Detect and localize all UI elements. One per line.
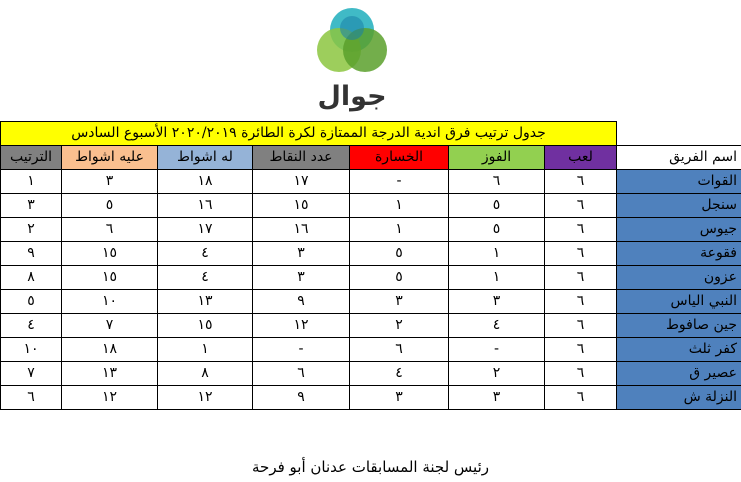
cell-against: ١٢ bbox=[62, 386, 158, 410]
header-row bbox=[1, 146, 741, 170]
cell-points: ١٦ bbox=[253, 218, 350, 242]
cell-won: ٤ bbox=[449, 314, 545, 338]
cell-lost: ٥ bbox=[350, 266, 449, 290]
cell-rank: ٦ bbox=[1, 386, 62, 410]
cell-team: جين صافوط bbox=[617, 314, 741, 338]
cell-for: ١ bbox=[158, 338, 253, 362]
cell-team: فقوعة bbox=[617, 242, 741, 266]
cell-team: النبي الياس bbox=[617, 290, 741, 314]
cell-played: ٦ bbox=[545, 170, 617, 194]
table-row bbox=[1, 266, 741, 290]
table-row bbox=[1, 362, 741, 386]
cell-played: ٦ bbox=[545, 242, 617, 266]
cell-against: ٧ bbox=[62, 314, 158, 338]
header-won: الفوز bbox=[449, 146, 545, 170]
cell-team: كفر ثلث bbox=[617, 338, 741, 362]
header-against: عليه اشواط bbox=[62, 146, 158, 170]
cell-lost: ٣ bbox=[350, 290, 449, 314]
cell-points: ٣ bbox=[253, 242, 350, 266]
cell-rank: ٣ bbox=[1, 194, 62, 218]
cell-team: عزون bbox=[617, 266, 741, 290]
cell-points: ٩ bbox=[253, 386, 350, 410]
cell-team: سنجل bbox=[617, 194, 741, 218]
cell-lost: ٥ bbox=[350, 242, 449, 266]
cell-played: ٦ bbox=[545, 386, 617, 410]
cell-team: عصير ق bbox=[617, 362, 741, 386]
header-lost: الخسارة bbox=[350, 146, 449, 170]
cell-points: ٣ bbox=[253, 266, 350, 290]
logo-text: جوال bbox=[317, 81, 387, 112]
cell-team: القوات bbox=[617, 170, 741, 194]
cell-won: ٣ bbox=[449, 386, 545, 410]
cell-played: ٦ bbox=[545, 314, 617, 338]
cell-points: ١٥ bbox=[253, 194, 350, 218]
cell-played: ٦ bbox=[545, 338, 617, 362]
cell-points: ١٧ bbox=[253, 170, 350, 194]
cell-points: ١٢ bbox=[253, 314, 350, 338]
table-title: جدول ترتيب فرق اندية الدرجة الممتازة لكرة الطائرة ٢٠٢٠/٢٠١٩ الأسبوع السادس bbox=[1, 122, 617, 146]
cell-rank: ٥ bbox=[1, 290, 62, 314]
cell-won: ٥ bbox=[449, 218, 545, 242]
cell-against: ١٨ bbox=[62, 338, 158, 362]
table-row bbox=[1, 170, 741, 194]
cell-against: ١٠ bbox=[62, 290, 158, 314]
cell-against: ٣ bbox=[62, 170, 158, 194]
cell-lost: ٣ bbox=[350, 386, 449, 410]
cell-won: ١ bbox=[449, 242, 545, 266]
cell-against: ١٣ bbox=[62, 362, 158, 386]
cell-for: ١٦ bbox=[158, 194, 253, 218]
table-row bbox=[1, 338, 741, 362]
cell-won: ٦ bbox=[449, 170, 545, 194]
cell-lost: - bbox=[350, 170, 449, 194]
cell-team: جيوس bbox=[617, 218, 741, 242]
cell-rank: ٧ bbox=[1, 362, 62, 386]
table-row bbox=[1, 290, 741, 314]
cell-played: ٦ bbox=[545, 362, 617, 386]
footer-signature: رئيس لجنة المسابقات عدنان أبو فرحة bbox=[252, 458, 489, 476]
cell-played: ٦ bbox=[545, 290, 617, 314]
cell-for: ١٢ bbox=[158, 386, 253, 410]
header-team: اسم الفريق bbox=[617, 146, 741, 170]
title-row bbox=[1, 122, 741, 146]
table-row bbox=[1, 314, 741, 338]
cell-for: ٨ bbox=[158, 362, 253, 386]
cell-rank: ٤ bbox=[1, 314, 62, 338]
cell-won: ١ bbox=[449, 266, 545, 290]
cell-rank: ٩ bbox=[1, 242, 62, 266]
header-played: لعب bbox=[545, 146, 617, 170]
cell-lost: ١ bbox=[350, 218, 449, 242]
header-rank: الترتيب bbox=[1, 146, 62, 170]
cell-lost: ١ bbox=[350, 194, 449, 218]
cell-for: ١٨ bbox=[158, 170, 253, 194]
table-row bbox=[1, 242, 741, 266]
jawwal-logo bbox=[312, 4, 392, 116]
table-row bbox=[1, 218, 741, 242]
header-for: له اشواط bbox=[158, 146, 253, 170]
cell-for: ١٣ bbox=[158, 290, 253, 314]
cell-points: ٩ bbox=[253, 290, 350, 314]
cell-played: ٦ bbox=[545, 266, 617, 290]
cell-points: ٦ bbox=[253, 362, 350, 386]
cell-lost: ٤ bbox=[350, 362, 449, 386]
table-row bbox=[1, 386, 741, 410]
standings-table bbox=[0, 121, 741, 410]
cell-won: - bbox=[449, 338, 545, 362]
cell-for: ١٧ bbox=[158, 218, 253, 242]
cell-for: ١٥ bbox=[158, 314, 253, 338]
cell-for: ٤ bbox=[158, 242, 253, 266]
header-points: عدد النقاط bbox=[253, 146, 350, 170]
table-body bbox=[1, 170, 741, 410]
cell-played: ٦ bbox=[545, 218, 617, 242]
cell-rank: ٢ bbox=[1, 218, 62, 242]
standings-table-wrap bbox=[0, 121, 741, 410]
logo-mark-icon bbox=[312, 4, 392, 84]
cell-won: ٥ bbox=[449, 194, 545, 218]
cell-won: ٢ bbox=[449, 362, 545, 386]
cell-for: ٤ bbox=[158, 266, 253, 290]
cell-lost: ٢ bbox=[350, 314, 449, 338]
cell-won: ٣ bbox=[449, 290, 545, 314]
cell-against: ٥ bbox=[62, 194, 158, 218]
cell-rank: ٨ bbox=[1, 266, 62, 290]
cell-played: ٦ bbox=[545, 194, 617, 218]
cell-lost: ٦ bbox=[350, 338, 449, 362]
cell-team: النزلة ش bbox=[617, 386, 741, 410]
table-row bbox=[1, 194, 741, 218]
cell-rank: ١٠ bbox=[1, 338, 62, 362]
cell-against: ٦ bbox=[62, 218, 158, 242]
cell-against: ١٥ bbox=[62, 266, 158, 290]
cell-against: ١٥ bbox=[62, 242, 158, 266]
cell-rank: ١ bbox=[1, 170, 62, 194]
cell-points: - bbox=[253, 338, 350, 362]
